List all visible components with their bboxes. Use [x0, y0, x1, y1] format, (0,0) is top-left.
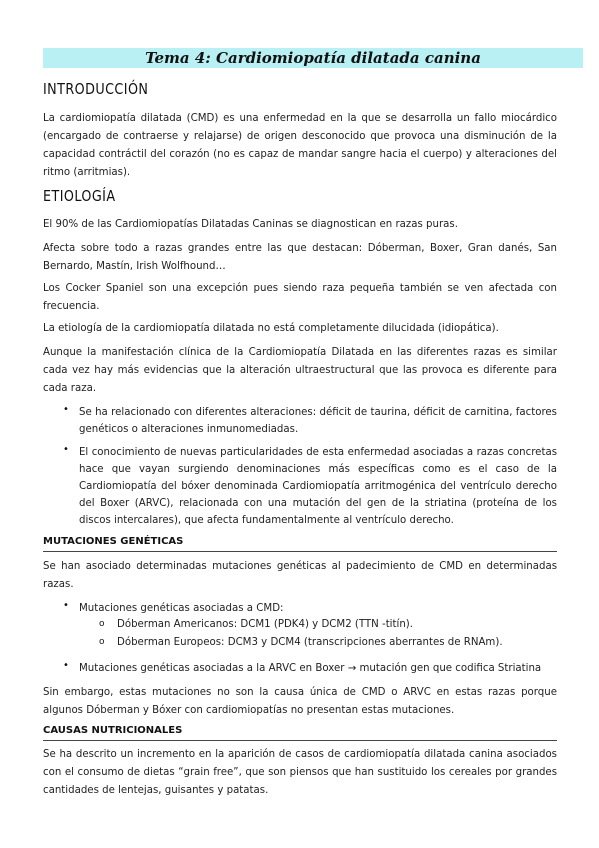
bullet-marker: • — [63, 600, 69, 611]
bullet-marker: • — [63, 660, 69, 671]
mutations-heading: MUTACIONES GENÉTICAS — [43, 535, 557, 552]
etiology-bullet-2: El conocimiento de nuevas particularidades de esta enfermedad asociadas a razas concretas hace que vayan surgiendo denominaciones más específicas como es el caso de la Cardiomiopatía del bóxer denominada Cardiomiopatía arritmogénica del ventrículo derecho del Boxer (ARVC), relacionada con una mutación del gen de la striatina (proteína de los discos intercalares), que afecta fundamentalmente al ventrículo derecho. — [79, 447, 557, 526]
etiology-paragraph-5: Aunque la manifestación clínica de la Cardiomiopatía Dilatada en las diferentes razas es similar cada vez hay más evidencias que la alteración ultraestructural que las provoca es diferente para cada raza. — [43, 347, 557, 394]
nutrition-paragraph-1: Se ha descrito un incremento en la aparición de casos de cardiomiopatía dilatada canina asociados con el consumo de dietas “grain free”, que son piensos que han sustituido los cereales por grandes cantidades de lentejas, guisantes y patatas. — [43, 749, 557, 796]
etiology-paragraph-1: El 90% de las Cardiomiopatías Dilatadas Caninas se diagnostican en razas puras. — [43, 219, 458, 230]
bullet-marker: • — [63, 444, 69, 455]
page-title: Tema 4: Cardiomiopatía dilatada canina — [145, 49, 481, 67]
mutations-bullet-2: Mutaciones genéticas asociadas a la ARVC en Boxer → mutación gen que codifica Striatina — [79, 663, 542, 674]
mutations-paragraph-1: Se han asociado determinadas mutaciones genéticas al padecimiento de CMD en determinadas razas. — [43, 561, 557, 590]
bullet-marker: • — [63, 404, 69, 415]
intro-heading: INTRODUCCIÓN — [43, 80, 149, 98]
etiology-bullet-1: Se ha relacionado con diferentes alteraciones: déficit de taurina, déficit de carnitina, factores genéticos o alteraciones inmunomediadas. — [79, 407, 557, 435]
title-highlight — [43, 48, 583, 68]
etiology-paragraph-4: La etiología de la cardiomiopatía dilatada no está completamente dilucidada (idiopática). — [43, 323, 499, 334]
nutrition-heading: CAUSAS NUTRICIONALES — [43, 724, 557, 741]
sub-bullet-marker: o — [99, 637, 105, 647]
etiology-paragraph-2: Afecta sobre todo a razas grandes entre las que destacan: Dóberman, Boxer, Gran danés, San Bernardo, Mastín, Irish Wolfhound… — [43, 243, 557, 272]
etiology-paragraph-3: Los Cocker Spaniel son una excepción pues siendo raza pequeña también se ven afectada con frecuencia. — [43, 283, 557, 312]
sub-bullet-marker: o — [99, 619, 105, 629]
mutations-bullet-1: Mutaciones genéticas asociadas a CMD: — [79, 603, 284, 614]
mutations-sub-2: Dóberman Europeos: DCM3 y DCM4 (transcripciones aberrantes de RNAm). — [117, 637, 503, 648]
etiology-heading: ETIOLOGÍA — [43, 187, 116, 205]
intro-paragraph: La cardiomiopatía dilatada (CMD) es una enfermedad en la que se desarrolla un fallo miocárdico (encargado de contraerse y relajarse) de origen desconocido que provoca una disminución de la capacidad contráctil del corazón (no es capaz de mandar sangre hacia el cuerpo) y alteraciones del ritmo (arritmias). — [43, 113, 557, 178]
mutations-sub-1: Dóberman Americanos: DCM1 (PDK4) y DCM2 (TTN -titín). — [117, 619, 414, 630]
mutations-paragraph-2: Sin embargo, estas mutaciones no son la causa única de CMD o ARVC en estas razas porque algunos Dóberman y Bóxer con cardiomiopatías no presentan estas mutaciones. — [43, 687, 557, 716]
